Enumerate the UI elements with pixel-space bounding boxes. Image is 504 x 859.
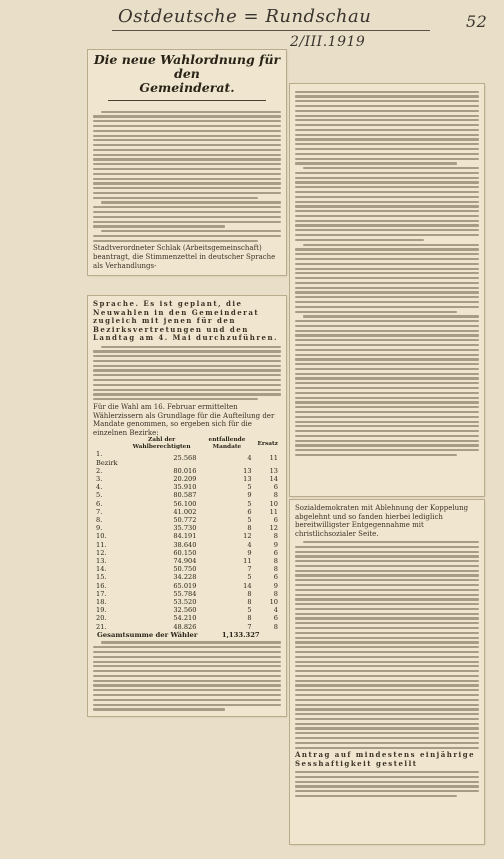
cell-district: 3.: [96, 474, 103, 483]
table-row: [93, 500, 281, 508]
article-body: [88, 104, 286, 274]
cell-voters: 55.784: [173, 589, 197, 598]
cell-substitutes: 9: [273, 581, 278, 590]
cell-mandates: 5: [247, 499, 252, 508]
clipping-results-table: [88, 296, 286, 716]
cell-voters: 84.191: [173, 532, 197, 541]
table-row: [93, 467, 281, 475]
cell-mandates: 5: [247, 573, 252, 582]
cell-mandates: 5: [247, 515, 252, 524]
cell-mandates: 14: [243, 581, 252, 590]
cell-voters: 60.150: [173, 548, 197, 557]
cell-district: 19.: [96, 606, 107, 615]
table-row: [93, 524, 281, 532]
table-body: [93, 450, 281, 630]
table-row: [93, 565, 281, 573]
cell-voters: 56.100: [173, 499, 197, 508]
cell-mandates: 6: [247, 507, 252, 516]
cell-mandates: 8: [247, 589, 252, 598]
cell-district: 7.: [96, 507, 103, 516]
total-label: Gesamtsumme der Wähler: [97, 630, 198, 639]
table-row: [93, 532, 281, 540]
cell-voters: 35.910: [173, 483, 197, 492]
cell-substitutes: 14: [269, 474, 278, 483]
header-substitutes: Ersatz: [257, 440, 278, 447]
cell-mandates: 5: [247, 606, 252, 615]
cell-voters: 54.210: [173, 614, 197, 623]
cell-district: 16.: [96, 581, 107, 590]
table-row: [93, 483, 281, 491]
results-intro: Für die Wahl am 16. Februar ermittelten Wählerzissern als Grundlage für die Aufteilung der Mandate genommen, so ergeben sich für die einzelnen Bezirke:: [93, 402, 275, 437]
handwritten-page-number: 52: [466, 12, 488, 31]
cell-voters: 50.750: [173, 565, 197, 574]
cell-district: 1. Bezirk: [96, 450, 118, 467]
results-body: [88, 296, 286, 716]
cell-voters: 53.520: [173, 597, 197, 606]
cell-mandates: 4: [247, 540, 252, 549]
header-voters: Zahl der Wahlberechtigten: [132, 437, 191, 450]
table-row: [93, 491, 281, 499]
cell-district: 13.: [96, 556, 107, 565]
table-row: [93, 508, 281, 516]
cell-district: 21.: [96, 622, 107, 631]
cell-substitutes: 10: [269, 499, 278, 508]
table-row: [93, 541, 281, 549]
right-bottom-lead: Sozialdemokraten mit Ablehnung der Koppelung abgelehnt und so fanden hierbei lediglich bereitwilligster Entgegennahme mit christlichsozialer Seite.: [295, 504, 469, 538]
cell-substitutes: 8: [273, 532, 278, 541]
handwritten-source-title: Ostdeutsche = Rundschau: [118, 6, 372, 27]
cell-district: 9.: [96, 524, 103, 533]
cell-voters: 38.640: [173, 540, 197, 549]
clipping-headline-article: [88, 50, 286, 275]
cell-district: 14.: [96, 565, 107, 574]
cell-voters: 20.209: [173, 474, 197, 483]
cell-substitutes: 11: [269, 507, 278, 516]
table-row: [93, 549, 281, 557]
cell-voters: 25.568: [173, 454, 197, 463]
headline-line-2: Gemeinderat.: [139, 80, 235, 95]
clipping-right-column: [290, 84, 484, 496]
cell-district: 8.: [96, 515, 103, 524]
table-row: [93, 606, 281, 614]
cell-mandates: 11: [243, 556, 252, 565]
cell-mandates: 13: [243, 474, 252, 483]
table-row: [93, 598, 281, 606]
cell-mandates: 7: [247, 565, 252, 574]
cell-district: 18.: [96, 597, 107, 606]
cell-voters: 34.228: [173, 573, 197, 582]
cell-substitutes: 8: [273, 556, 278, 565]
cell-mandates: 5: [247, 483, 252, 492]
cell-substitutes: 12: [269, 524, 278, 533]
cell-substitutes: 6: [273, 483, 278, 492]
cell-substitutes: 9: [273, 540, 278, 549]
clipping-right-bottom: [290, 500, 484, 844]
cell-substitutes: 4: [273, 606, 278, 615]
cell-substitutes: 11: [269, 454, 278, 463]
table-row: [93, 573, 281, 581]
cell-voters: 50.772: [173, 515, 197, 524]
cell-substitutes: 10: [269, 597, 278, 606]
cell-voters: 80.587: [173, 491, 197, 500]
cell-district: 6.: [96, 499, 103, 508]
cell-mandates: 8: [247, 524, 252, 533]
cell-voters: 65.019: [173, 581, 197, 590]
cell-voters: 41.002: [173, 507, 197, 516]
table-row: [93, 516, 281, 524]
table-row: [93, 614, 281, 622]
headline-rule: [108, 100, 266, 101]
article-headline: [88, 50, 286, 97]
cell-voters: 48.826: [173, 622, 197, 631]
cell-district: 12.: [96, 548, 107, 557]
table-row: [93, 590, 281, 598]
headline-line-1: Die neue Wahlordnung für den: [93, 52, 281, 81]
cell-district: 20.: [96, 614, 107, 623]
handwritten-date: 2/III.1919: [290, 34, 366, 50]
cell-mandates: 12: [243, 532, 252, 541]
right-bottom-body: [290, 500, 484, 804]
table-row: [93, 557, 281, 565]
cell-mandates: 8: [247, 597, 252, 606]
cell-mandates: 13: [243, 466, 252, 475]
header-mandates: entfallende Mandate: [208, 437, 246, 450]
right-column-body: [290, 84, 484, 463]
cell-district: 17.: [96, 589, 107, 598]
cell-substitutes: 6: [273, 573, 278, 582]
table-header-row: [93, 437, 281, 450]
table-row: [93, 450, 281, 466]
cell-substitutes: 6: [273, 614, 278, 623]
column-lead: Sprache. Es ist geplant, die Neuwahlen in den Gemeinderat zugleich mit jenen für den Bezirksvertretungen und den Landtag am 4. Mai durchzuführen.: [93, 299, 278, 343]
table-row: [93, 475, 281, 483]
cell-substitutes: 8: [273, 565, 278, 574]
cell-voters: 80.016: [173, 466, 197, 475]
cell-substitutes: 8: [273, 589, 278, 598]
cell-mandates: 8: [247, 614, 252, 623]
cell-mandates: 7: [247, 622, 252, 631]
motion-paragraph: Stadtverordneter Schlak (Arbeitsgemeinschaft) beantragt, die Stimmenzettel in deutscher Sprache als Verhandlungs-: [93, 244, 276, 270]
cell-substitutes: 8: [273, 622, 278, 631]
cell-voters: 74.904: [173, 556, 197, 565]
table-row: [93, 582, 281, 590]
cell-district: 4.: [96, 483, 103, 492]
cell-district: 15.: [96, 573, 107, 582]
cell-substitutes: 13: [269, 466, 278, 475]
right-bottom-phrase: Antrag auf mindestens einjährige Sesshaftigkeit gestellt: [295, 750, 476, 768]
cell-district: 5.: [96, 491, 103, 500]
underline: [112, 30, 430, 31]
total-row: [93, 631, 281, 639]
results-table: [93, 437, 281, 630]
cell-mandates: 4: [247, 454, 252, 463]
total-value: 1,133.327: [221, 630, 260, 639]
cell-substitutes: 6: [273, 548, 278, 557]
table-row: [93, 623, 281, 631]
cell-district: 10.: [96, 532, 107, 541]
cell-district: 2.: [96, 466, 103, 475]
cell-substitutes: 8: [273, 491, 278, 500]
cell-substitutes: 6: [273, 515, 278, 524]
cell-voters: 32.560: [173, 606, 197, 615]
cell-mandates: 9: [247, 548, 252, 557]
cell-voters: 35.730: [173, 524, 197, 533]
cell-mandates: 9: [247, 491, 252, 500]
cell-district: 11.: [96, 540, 107, 549]
